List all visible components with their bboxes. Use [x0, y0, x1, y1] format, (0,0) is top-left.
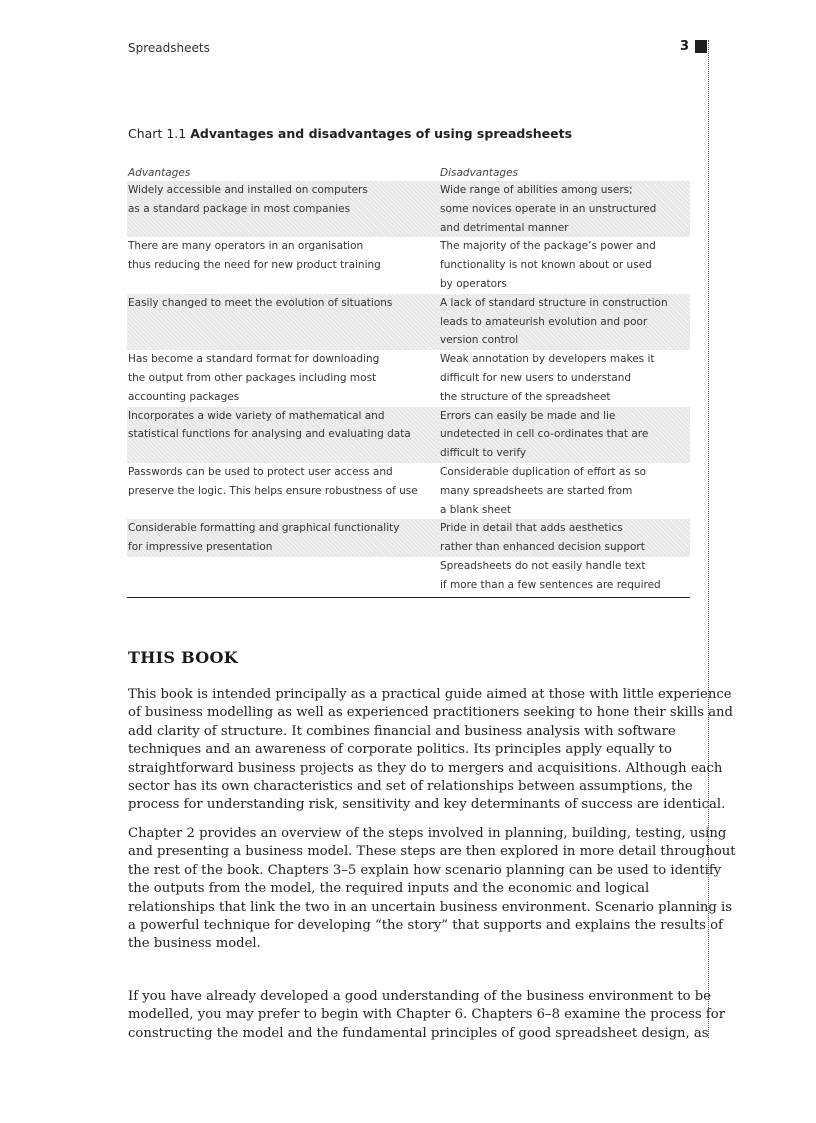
- table-row: [127, 407, 690, 463]
- disadvantage-cell: [439, 519, 690, 557]
- advantage-line: as a standard package in most companies: [128, 202, 351, 215]
- disadvantage-line: rather than enhanced decision support: [440, 541, 645, 554]
- advantage-line: There are many operators in an organisation: [128, 240, 364, 253]
- disadvantage-cell: [439, 557, 690, 595]
- disadvantage-line: difficult for new users to understand: [440, 371, 632, 384]
- paragraph-line: This book is intended principally as a practical guide aimed at those with little experience: [128, 687, 732, 702]
- paragraph-line: relationships that link the two in an uncertain business environment. Scenario planning is: [128, 899, 732, 915]
- paragraph-line: of business modelling as well as experienced practitioners seeking to hone their skills and: [128, 705, 733, 721]
- paragraph-line: add clarity of structure. It combines financial and business analysis with software: [128, 723, 676, 739]
- table-header-row: [127, 166, 690, 181]
- disadvantage-line: many spreadsheets are started from: [440, 484, 633, 497]
- advantage-line: accounting packages: [128, 390, 240, 403]
- disadvantage-cell: [439, 350, 690, 406]
- paragraph-line: modelled, you may prefer to begin with Chapter 6. Chapters 6–8 examine the process for: [128, 1007, 725, 1023]
- advantage-cell: [127, 294, 439, 350]
- section-heading: THIS BOOK: [128, 648, 238, 667]
- body-paragraph-3: [128, 988, 725, 1043]
- advantage-line: for impressive presentation: [128, 541, 273, 554]
- paragraph-line: sector has its own characteristics and set of relationships between assumptions, the: [128, 779, 693, 795]
- disadvantage-line: leads to amateurish evolution and poor: [440, 315, 648, 328]
- table-row: [127, 237, 690, 293]
- chart-number: Chart 1.1: [128, 126, 187, 141]
- column-header-advantages: Advantages: [128, 167, 191, 179]
- paragraph-line: Chapter 2 provides an overview of the steps involved in planning, building, testing, using: [128, 826, 727, 841]
- chart-title: Advantages and disadvantages of using spreadsheets: [190, 126, 573, 141]
- disadvantage-cell: [439, 181, 690, 237]
- paragraph-line: techniques and an awareness of corporate politics. Its principles apply equally to: [128, 742, 672, 758]
- advantage-line: Passwords can be used to protect user access and: [128, 465, 393, 478]
- advantage-line: thus reducing the need for new product training: [128, 259, 381, 272]
- advantage-cell: [127, 407, 439, 463]
- paragraph-line: If you have already developed a good understanding of the business environment to be: [128, 989, 712, 1004]
- advantage-line: the output from other packages including most: [128, 371, 377, 384]
- table-row: [127, 519, 690, 557]
- disadvantage-line: Wide range of abilities among users;: [440, 184, 633, 196]
- advantage-cell: [127, 181, 439, 237]
- paragraph-line: the outputs from the model, the required inputs and the economic and logical: [128, 881, 650, 897]
- disadvantage-line: a blank sheet: [440, 503, 512, 516]
- advantage-cell: [127, 463, 439, 519]
- disadvantage-line: functionality is not known about or used: [440, 259, 652, 272]
- disadvantage-line: The majority of the package’s power and: [440, 240, 656, 253]
- page-number: 3: [680, 39, 690, 54]
- advantage-line: Considerable formatting and graphical functionality: [128, 522, 400, 535]
- edge-dotted-rule: [708, 40, 709, 1038]
- advantage-line: Easily changed to meet the evolution of situations: [128, 296, 393, 309]
- disadvantage-line: Errors can easily be made and lie: [440, 409, 616, 422]
- disadvantage-line: difficult to verify: [440, 447, 527, 460]
- disadvantage-cell: [439, 407, 690, 463]
- page-marker-block: [695, 40, 707, 53]
- table-row: [127, 350, 690, 406]
- disadvantage-line: the structure of the spreadsheet: [440, 390, 611, 403]
- advantage-line: Incorporates a wide variety of mathematical and: [128, 409, 385, 422]
- disadvantage-line: if more than a few sentences are required: [440, 578, 661, 591]
- paragraph-line: the business model.: [128, 936, 261, 952]
- chart-caption: [128, 126, 572, 141]
- advantage-cell: [127, 237, 439, 293]
- advantage-cell: [127, 350, 439, 406]
- disadvantage-line: by operators: [440, 277, 507, 290]
- disadvantage-line: undetected in cell co-ordinates that are: [440, 428, 649, 441]
- body-paragraph-1: [128, 686, 733, 815]
- advantage-cell: [127, 519, 439, 557]
- paragraph-line: a powerful technique for developing “the story” that supports and explains the results of: [128, 918, 723, 934]
- table-row: [127, 181, 690, 237]
- advantage-cell: [127, 557, 439, 595]
- advantage-line: statistical functions for analysing and evaluating data: [128, 428, 411, 441]
- table-row: [127, 294, 690, 350]
- paragraph-line: the rest of the book. Chapters 3–5 explain how scenario planning can be used to identify: [128, 862, 722, 878]
- disadvantage-line: Spreadsheets do not easily handle text: [440, 559, 646, 572]
- advantage-line: Widely accessible and installed on computers: [128, 184, 368, 196]
- advantage-line: preserve the logic. This helps ensure robustness of use: [128, 484, 418, 497]
- disadvantage-cell: [439, 463, 690, 519]
- paragraph-line: constructing the model and the fundamental principles of good spreadsheet design, as: [128, 1025, 709, 1041]
- disadvantage-line: Pride in detail that adds aesthetics: [440, 522, 623, 535]
- table-row: [127, 463, 690, 519]
- disadvantage-cell: [439, 294, 690, 350]
- running-head: Spreadsheets: [128, 41, 210, 55]
- advantages-table: [127, 166, 690, 595]
- table-row: [127, 557, 690, 595]
- paragraph-line: straightforward business projects as they do to mergers and acquisitions. Although each: [128, 760, 723, 776]
- disadvantage-line: Considerable duplication of effort as so: [440, 465, 647, 478]
- disadvantage-line: Weak annotation by developers makes it: [440, 353, 655, 366]
- table-bottom-rule: [127, 597, 690, 598]
- body-paragraph-2: [128, 825, 736, 954]
- paragraph-line: process for understanding risk, sensitivity and key determinants of success are identical.: [128, 797, 726, 813]
- advantage-line: Has become a standard format for downloading: [128, 353, 380, 366]
- disadvantage-line: and detrimental manner: [440, 221, 569, 234]
- disadvantage-line: version control: [440, 334, 519, 347]
- disadvantage-cell: [439, 237, 690, 293]
- disadvantage-line: some novices operate in an unstructured: [440, 202, 657, 215]
- disadvantage-line: A lack of standard structure in construction: [440, 296, 668, 309]
- column-header-disadvantages: Disadvantages: [440, 167, 519, 179]
- paragraph-line: and presenting a business model. These steps are then explored in more detail throughout: [128, 844, 736, 860]
